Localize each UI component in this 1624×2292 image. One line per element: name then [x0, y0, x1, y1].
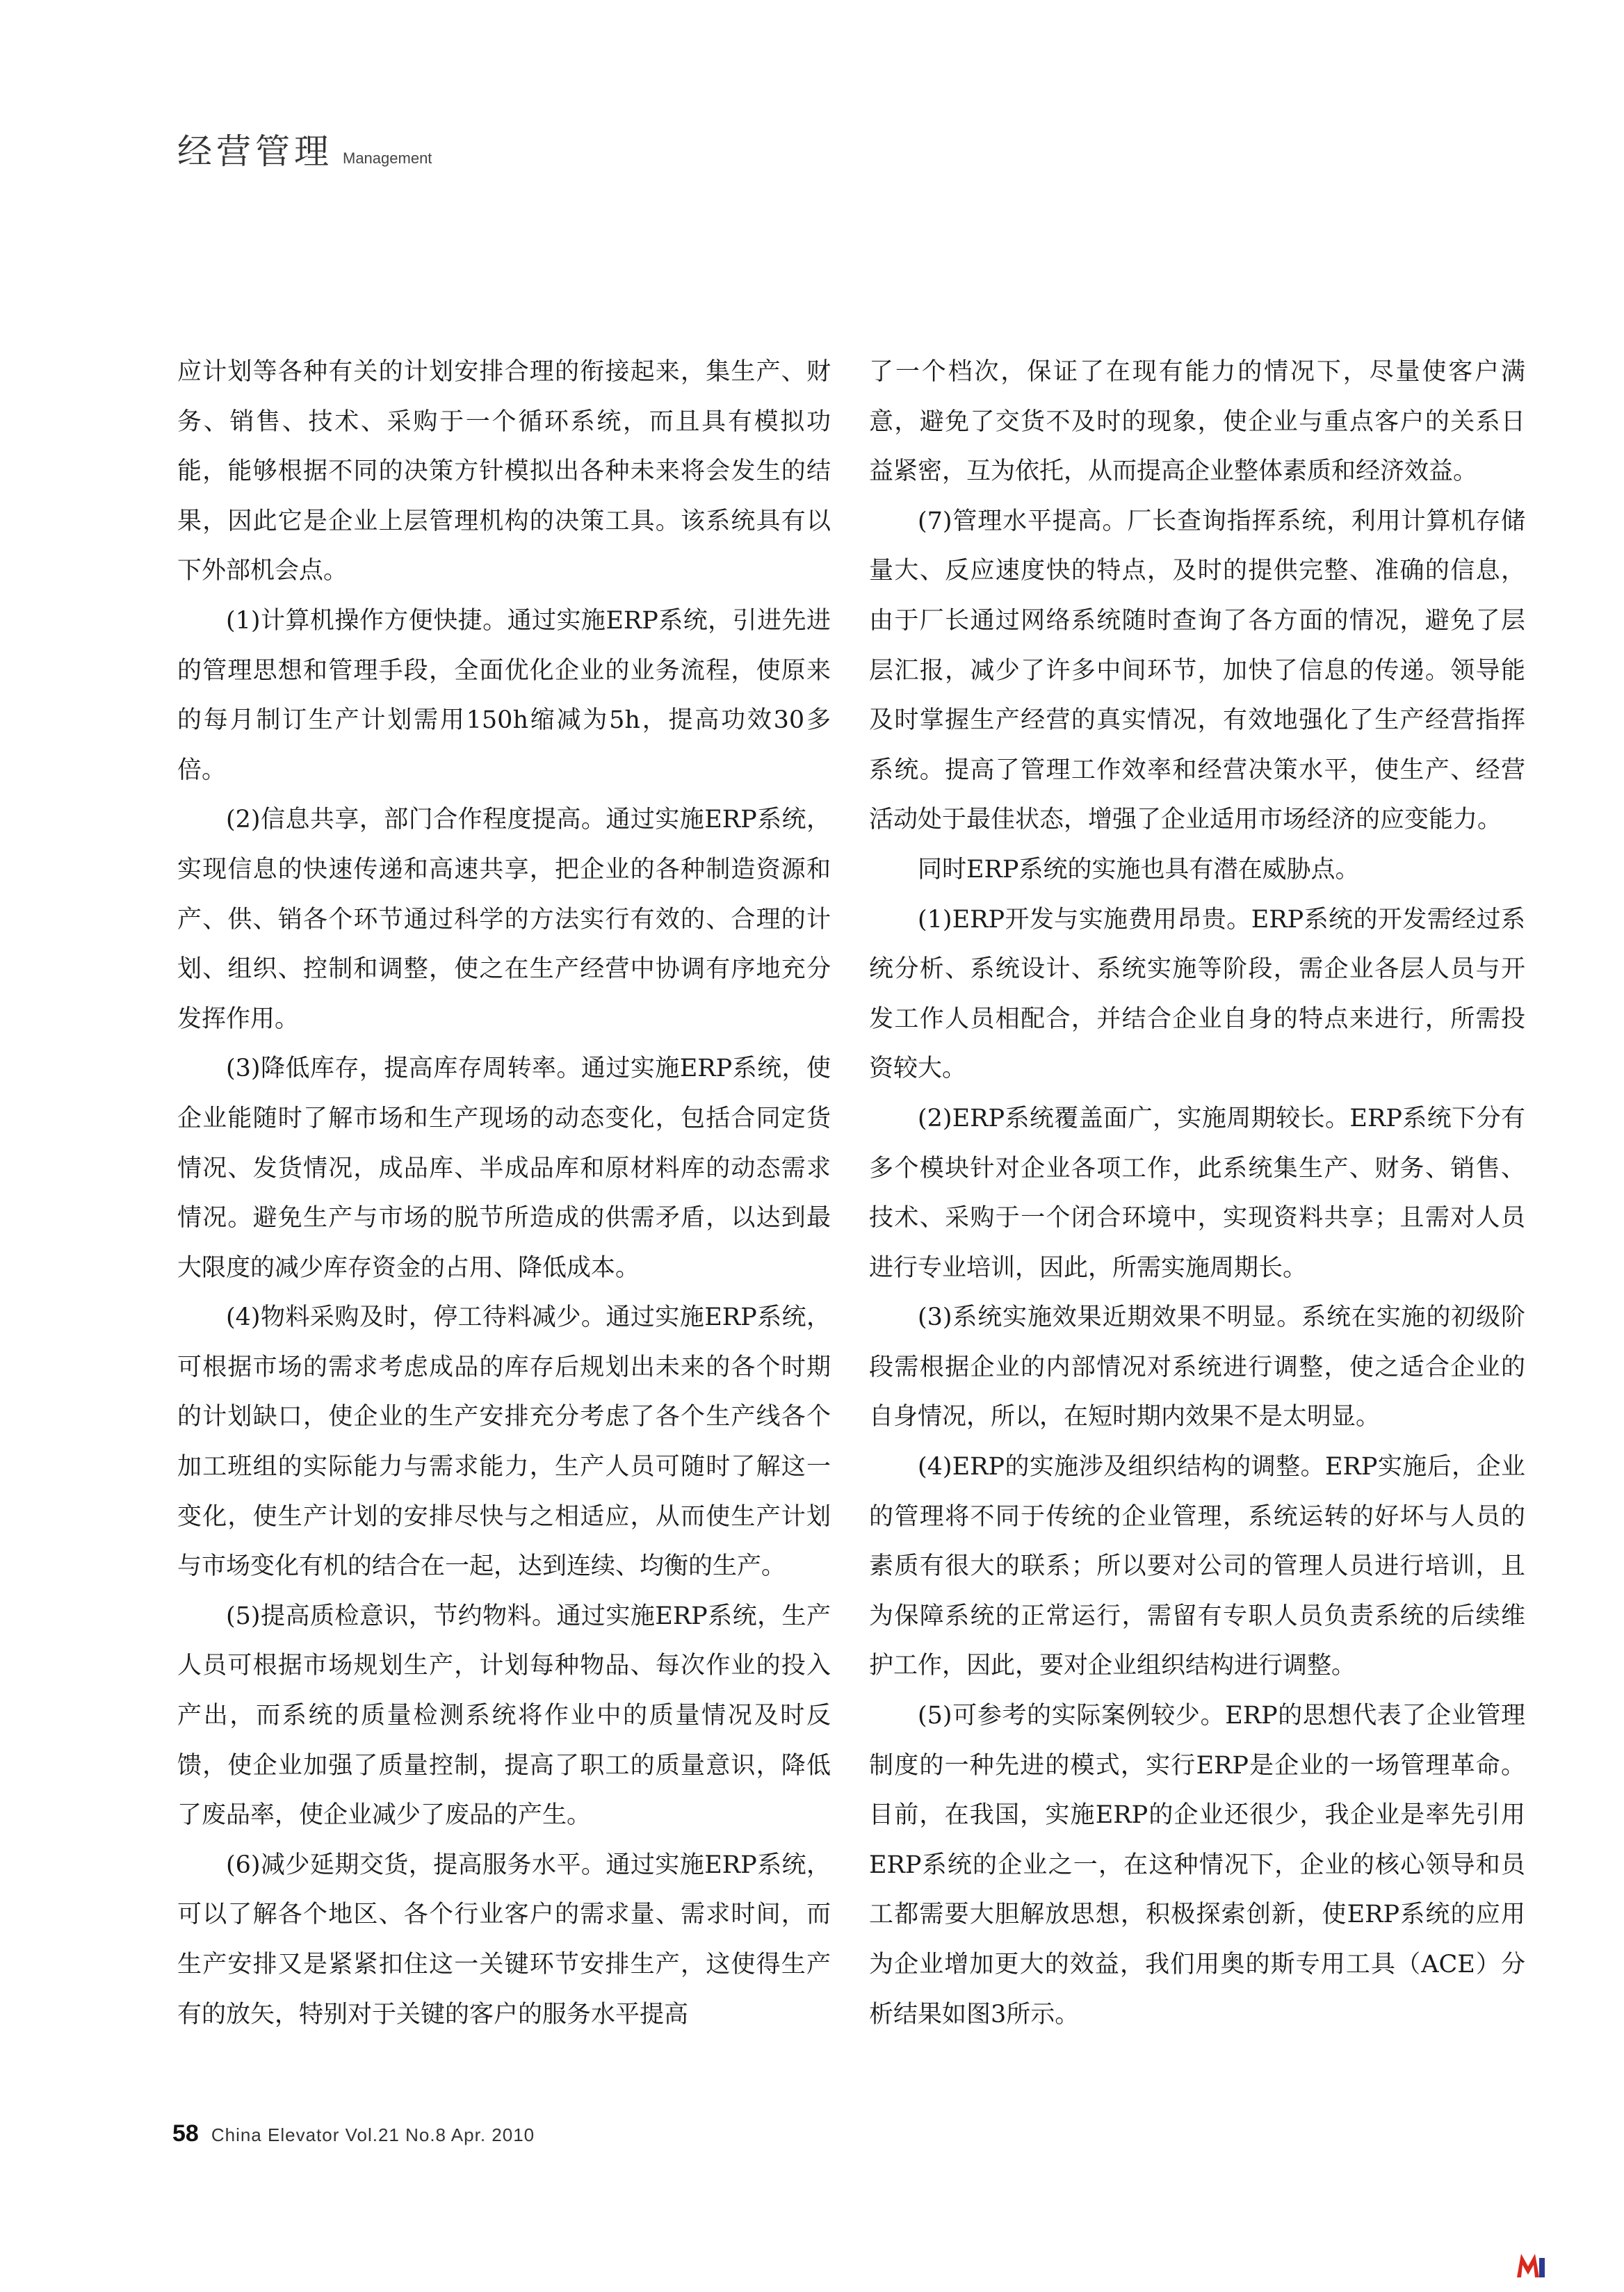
paragraph: (6)减少延期交货，提高服务水平。通过实施ERP系统，可以了解各个地区、各个行业客户的需求量、需求时间，而生产安排又是紧紧扣住这一关键环节安排生产，这使得生产有的放矢，特别对于关键的客户的服务水平提高 — [177, 1851, 831, 2029]
section-title-english: Management — [343, 149, 432, 167]
paragraph: (4)物料采购及时，停工待料减少。通过实施ERP系统，可根据市场的需求考虑成品的库存后规划出未来的各个时期的计划缺口，使企业的生产安排充分考虑了各个生产线各个加工班组的实际能力与需求能力，生产人员可随时了解这一变化，使生产计划的安排尽快与之相适应，从而使生产计划与市场变化有机的结合在一起，达到连续、均衡的生产。 — [177, 1303, 831, 1581]
section-title: 经营管理 — [177, 131, 333, 172]
page-footer — [172, 2120, 535, 2147]
paragraph: (1)计算机操作方便快捷。通过实施ERP系统，引进先进的管理思想和管理手段，全面优化企业的业务流程，使原来的每月制订生产计划需用150h缩减为5h，提高功效30多倍。 — [177, 606, 831, 784]
paragraph: (5)提高质检意识，节约物料。通过实施ERP系统，生产人员可根据市场规划生产，计划每种物品、每次作业的投入产出，而系统的质量检测系统将作业中的质量情况及时反馈，使企业加强了质量控制，提高了职工的质量意识，降低了废品率，使企业减少了废品的产生。 — [177, 1602, 831, 1830]
journal-citation: China Elevator Vol.21 No.8 Apr. 2010 — [211, 2124, 535, 2145]
left-column — [177, 348, 831, 2040]
paragraph: 了一个档次，保证了在现有能力的情况下，尽量使客户满意，避免了交货不及时的现象，使企业与重点客户的关系日益紧密，互为依托，从而提高企业整体素质和经济效益。 — [869, 358, 1525, 486]
paragraph: 同时ERP系统的实施也具有潜在威胁点。 — [918, 855, 1360, 884]
publisher-logo-icon — [1516, 2251, 1546, 2279]
paragraph: (7)管理水平提高。厂长查询指挥系统，利用计算机存储量大、反应速度快的特点，及时的提供完整、准确的信息，由于厂长通过网络系统随时查询了各方面的情况，避免了层层汇报，减少了许多中间环节，加快了信息的传递。领导能及时掌握生产经营的真实情况，有效地强化了生产经营指挥系统。提高了管理工作效率和经营决策水平，使生产、经营活动处于最佳状态，增强了企业适用市场经济的应变能力。 — [869, 507, 1525, 834]
paragraph: 应计划等各种有关的计划安排合理的衔接起来，集生产、财务、销售、技术、采购于一个循环系统，而且具有模拟功能，能够根据不同的决策方针模拟出各种未来将会发生的结果，因此它是企业上层管理机构的决策工具。该系统具有以下外部机会点。 — [177, 358, 831, 585]
paragraph: (1)ERP开发与实施费用昂贵。ERP系统的开发需经过系统分析、系统设计、系统实施等阶段，需企业各层人员与开发工作人员相配合，并结合企业自身的特点来进行，所需投资较大。 — [869, 905, 1525, 1083]
section-header — [177, 124, 432, 174]
paragraph: (5)可参考的实际案例较少。ERP的思想代表了企业管理制度的一种先进的模式，实行ERP是企业的一场管理革命。目前，在我国，实施ERP的企业还很少，我企业是率先引用ERP系统的企业之一，在这种情况下，企业的核心领导和员工都需要大胆解放思想，积极探索创新，使ERP系统的应用为企业增加更大的效益，我们用奥的斯专用工具（ACE）分析结果如图3所示。 — [869, 1702, 1525, 2029]
paragraph: (2)信息共享，部门合作程度提高。通过实施ERP系统，实现信息的快速传递和高速共享，把企业的各种制造资源和产、供、销各个环节通过科学的方法实行有效的、合理的计划、组织、控制和调整，使之在生产经营中协调有序地充分发挥作用。 — [177, 806, 831, 1033]
page-number: 58 — [172, 2120, 199, 2147]
right-column — [869, 348, 1525, 2040]
paragraph: (2)ERP系统覆盖面广，实施周期较长。ERP系统下分有多个模块针对企业各项工作，此系统集生产、财务、销售、技术、采购于一个闭合环境中，实现资料共享；且需对人员进行专业培训，因此，所需实施周期长。 — [869, 1104, 1525, 1282]
paragraph: (3)系统实施效果近期效果不明显。系统在实施的初级阶段需根据企业的内部情况对系统进行调整，使之适合企业的自身情况，所以，在短时期内效果不是太明显。 — [869, 1303, 1525, 1431]
paragraph: (3)降低库存，提高库存周转率。通过实施ERP系统，使企业能随时了解市场和生产现场的动态变化，包括合同定货情况、发货情况，成品库、半成品库和原材料库的动态需求情况。避免生产与市场的脱节所造成的供需矛盾，以达到最大限度的减少库存资金的占用、降低成本。 — [177, 1055, 831, 1282]
paragraph: (4)ERP的实施涉及组织结构的调整。ERP实施后，企业的管理将不同于传统的企业管理，系统运转的好坏与人员的素质有很大的联系；所以要对公司的管理人员进行培训，且为保障系统的正常运行，需留有专职人员负责系统的后续维护工作，因此，要对企业组织结构进行调整。 — [869, 1453, 1525, 1680]
